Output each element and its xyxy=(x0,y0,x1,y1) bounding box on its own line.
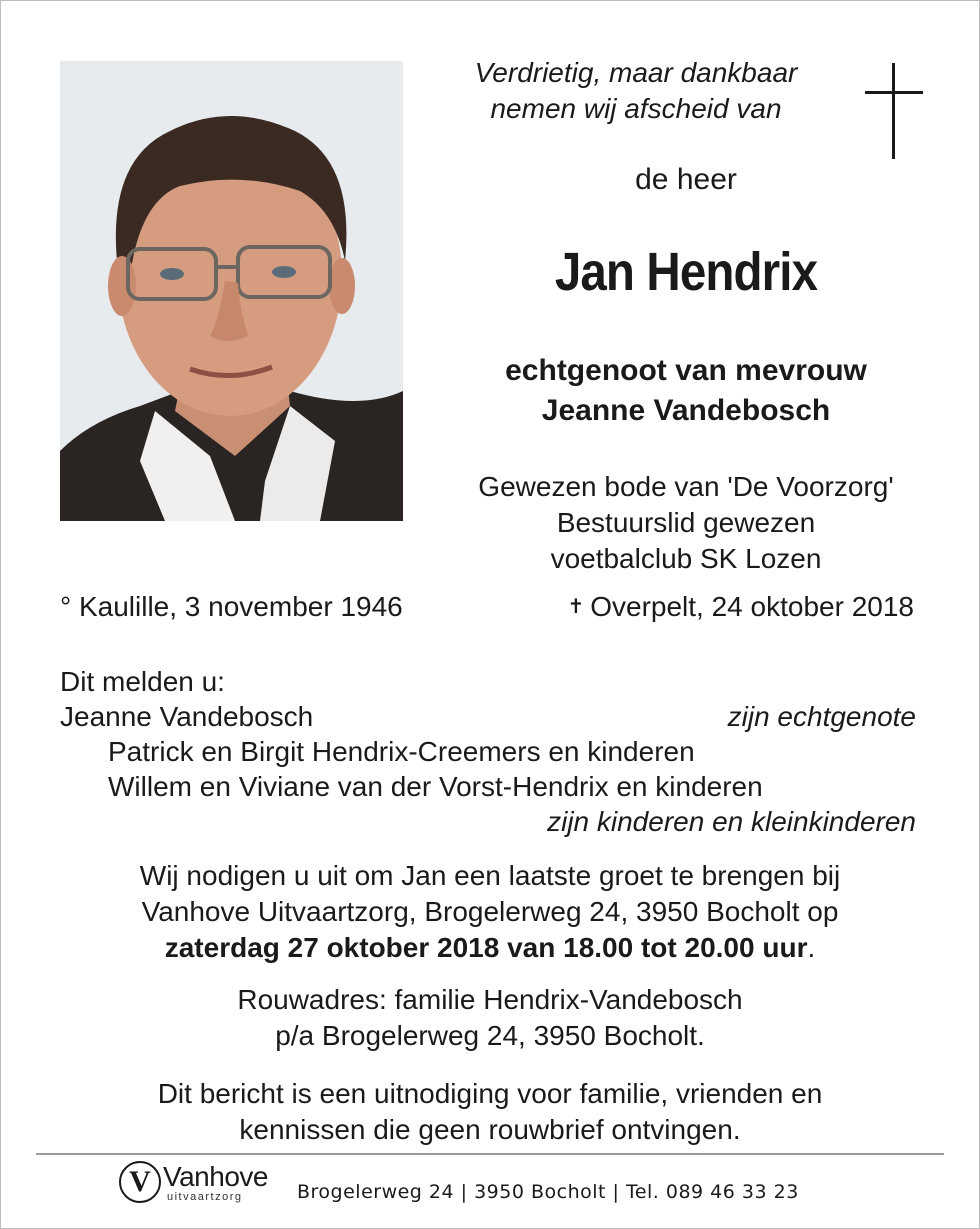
deceased-name: Jan Hendrix xyxy=(554,242,818,302)
family-child-1: Patrick en Birgit Hendrix-Creemers en kinderen xyxy=(108,736,695,767)
intro-text xyxy=(441,55,831,127)
mourning-address-block xyxy=(1,982,979,1054)
mourning-address-line-2: p/a Brogelerweg 24, 3950 Bocholt. xyxy=(275,1020,705,1051)
cross-icon xyxy=(865,63,923,159)
footer-contact: Brogelerweg 24 | 3950 Bocholt | Tel. 089 46 33 23 xyxy=(297,1181,799,1203)
spouse-line-2: Jeanne Vandebosch xyxy=(541,394,831,427)
visitation-when-suffix: . xyxy=(807,932,816,963)
notice-block xyxy=(1,1076,979,1148)
vanhove-logo xyxy=(119,1161,289,1206)
footer-divider xyxy=(36,1153,944,1155)
logo-mark-icon: V xyxy=(119,1161,161,1203)
notice-line-1: Dit bericht is een uitnodiging voor familie, vrienden en xyxy=(157,1078,823,1109)
family-spouse-relation: zijn echtgenote xyxy=(727,701,916,732)
role-line-2: Bestuurslid gewezen xyxy=(556,507,816,538)
family-block xyxy=(60,664,916,839)
visitation-line-2: Vanhove Uitvaartzorg, Brogelerweg 24, 3950 Bocholt op xyxy=(141,896,839,927)
intro-line-1: Verdrietig, maar dankbaar xyxy=(474,57,798,88)
dagger-icon: ✝ xyxy=(567,596,585,618)
title-prefix: de heer xyxy=(635,163,737,196)
roles-block xyxy=(421,469,951,577)
intro-line-2: nemen wij afscheid van xyxy=(490,93,782,124)
visitation-when: zaterdag 27 oktober 2018 van 18.00 tot 20.00 uur xyxy=(164,932,808,963)
spouse-block xyxy=(421,351,951,431)
family-children-relation: zijn kinderen en kleinkinderen xyxy=(547,806,916,837)
spouse-line-1: echtgenoot van mevrouw xyxy=(505,354,867,387)
portrait-illustration xyxy=(60,61,403,521)
visitation-line-1: Wij nodigen u uit om Jan een laatste groet te brengen bij xyxy=(139,860,841,891)
death-info xyxy=(567,591,914,623)
portrait-photo xyxy=(60,61,403,521)
role-line-1: Gewezen bode van 'De Voorzorg' xyxy=(478,471,894,502)
mourning-address-line-1: Rouwadres: familie Hendrix-Vandebosch xyxy=(237,984,743,1015)
logo-subtitle: uitvaartzorg xyxy=(167,1191,243,1203)
birth-info: ° Kaulille, 3 november 1946 xyxy=(60,591,403,622)
visitation-block xyxy=(1,858,979,966)
family-heading: Dit melden u: xyxy=(60,666,225,697)
notice-line-2: kennissen die geen rouwbrief ontvingen. xyxy=(239,1114,741,1145)
death-text: Overpelt, 24 oktober 2018 xyxy=(590,591,914,622)
logo-name: Vanhove xyxy=(163,1161,268,1192)
role-line-3: voetbalclub SK Lozen xyxy=(550,543,822,574)
family-child-2: Willem en Viviane van der Vorst-Hendrix en kinderen xyxy=(108,771,763,802)
family-spouse-name: Jeanne Vandebosch xyxy=(60,701,314,732)
